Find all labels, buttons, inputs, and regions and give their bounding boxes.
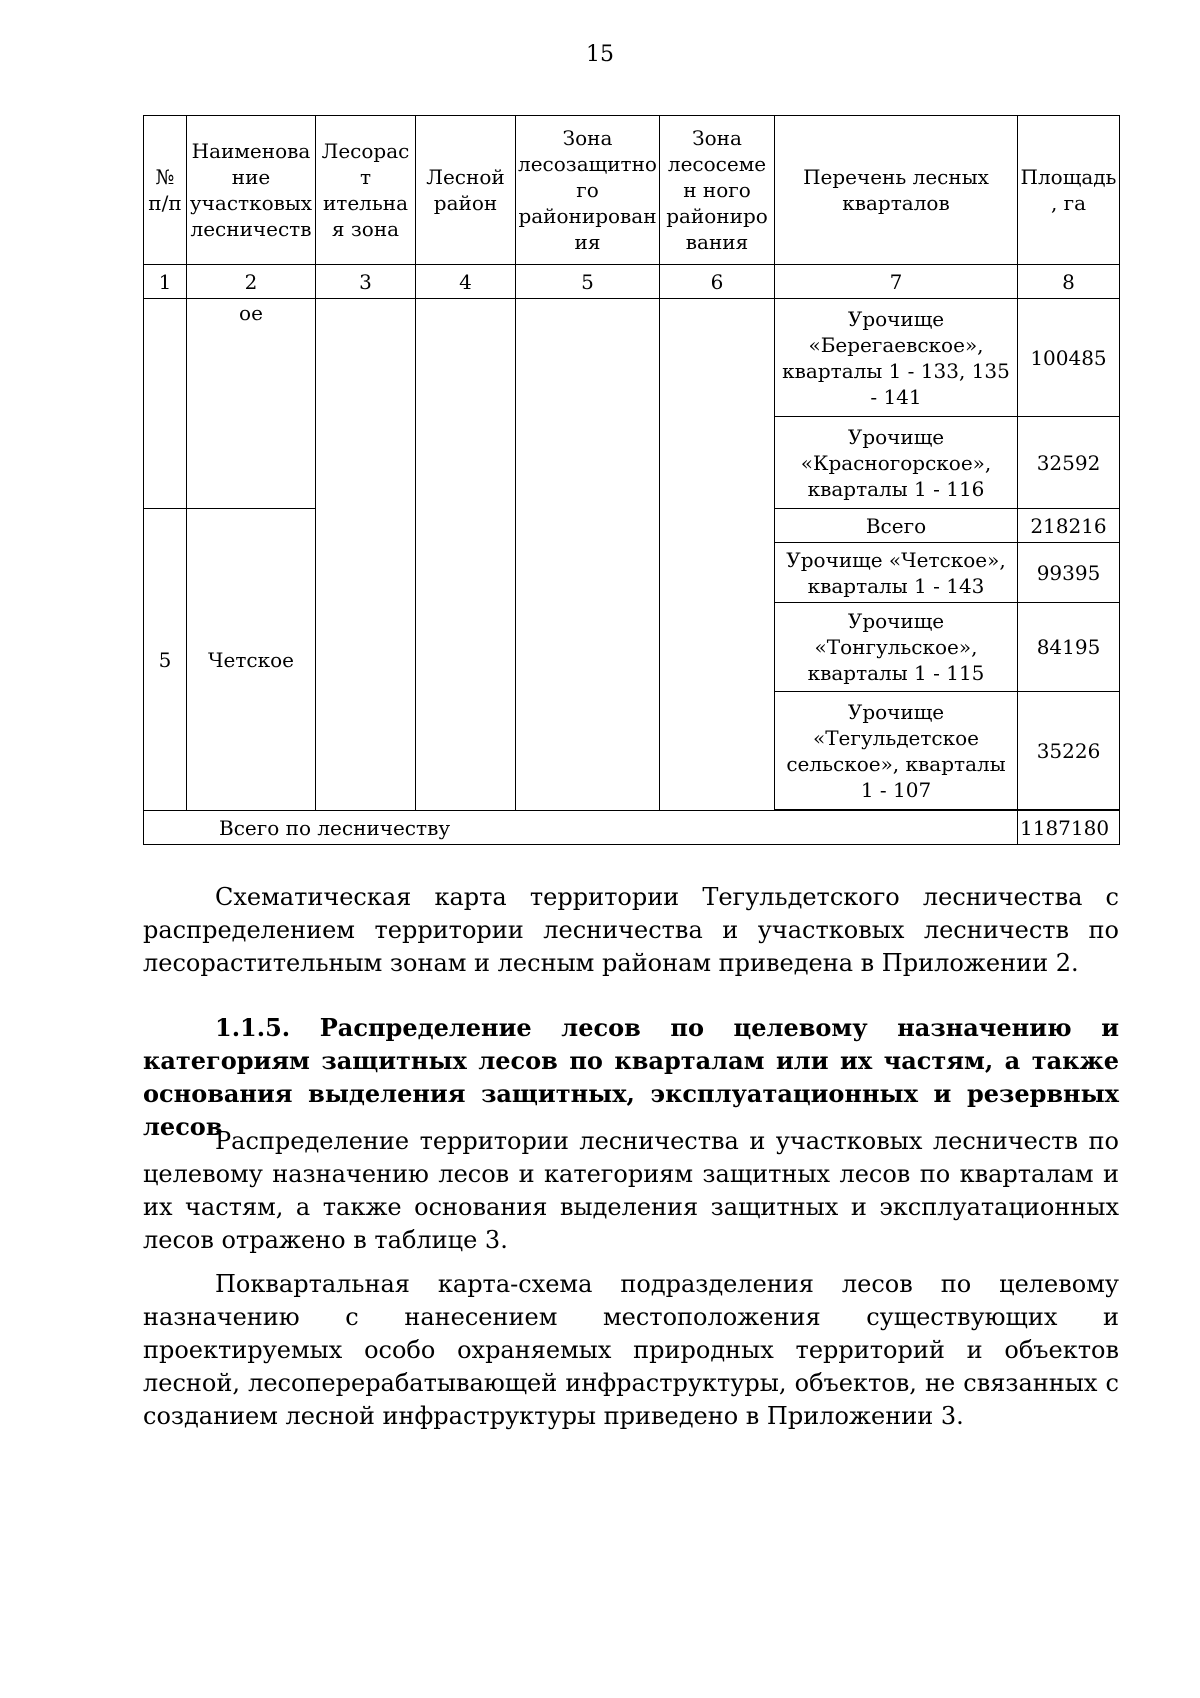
seed-zone-cell bbox=[660, 299, 775, 811]
column-number: 4 bbox=[416, 265, 516, 299]
forest-districts-table bbox=[143, 115, 1120, 845]
header-cell: Зона лесозащитно го районирован ия bbox=[516, 116, 660, 265]
map-scheme-paragraph bbox=[143, 1268, 1119, 1433]
distribution-paragraph bbox=[143, 1125, 1119, 1257]
paragraph-text: Схематическая карта территории Тегульдетского лесничества с распределением территории лесничества и участковых лесничеств по лесорастительным зонам и лесным районам приведена в Приложении 2. bbox=[143, 883, 1119, 977]
number-cell bbox=[144, 299, 187, 509]
column-number: 3 bbox=[316, 265, 416, 299]
header-cell: Наименова ние участковых лесничеств bbox=[187, 116, 316, 265]
header-cell: № п/п bbox=[144, 116, 187, 265]
header-cell: Площадь , га bbox=[1018, 116, 1120, 265]
quarters-cell: Урочище «Четское», кварталы 1 - 143 bbox=[775, 543, 1018, 603]
header-cell: Лесной район bbox=[416, 116, 516, 265]
column-number: 5 bbox=[516, 265, 660, 299]
area-cell: 99395 bbox=[1018, 543, 1120, 603]
number-cell: 5 bbox=[144, 509, 187, 811]
header-cell: Перечень лесных кварталов bbox=[775, 116, 1018, 265]
area-cell: 35226 bbox=[1018, 692, 1120, 810]
section-heading bbox=[143, 1011, 1119, 1143]
area-cell: 32592 bbox=[1018, 417, 1120, 509]
heading-text: 1.1.5. Распределение лесов по целевому назначению и категориям защитных лесов по кварталам или их частям, а также основания выделения защитных, эксплуатационных и резервных лесов bbox=[143, 1013, 1119, 1141]
total-area: 1187180 bbox=[1018, 811, 1120, 845]
zone-cell bbox=[316, 299, 416, 811]
area-cell: 100485 bbox=[1018, 299, 1120, 417]
area-cell: 84195 bbox=[1018, 603, 1120, 692]
header-row bbox=[144, 116, 1120, 265]
region-cell bbox=[416, 299, 516, 811]
protection-zone-cell bbox=[516, 299, 660, 811]
page-number: 15 bbox=[586, 42, 614, 67]
quarters-cell: Всего bbox=[775, 509, 1018, 543]
column-number-row bbox=[144, 265, 1120, 299]
header-cell: Лесораст ительная зона bbox=[316, 116, 416, 265]
quarters-cell: Урочище «Красногорское», кварталы 1 - 116 bbox=[775, 417, 1018, 509]
quarters-cell: Урочище «Тонгульское», кварталы 1 - 115 bbox=[775, 603, 1018, 692]
district-name-cont: ое bbox=[187, 299, 316, 509]
column-number: 8 bbox=[1018, 265, 1120, 299]
column-number: 2 bbox=[187, 265, 316, 299]
district-name: Четское bbox=[187, 509, 316, 811]
paragraph-text: Распределение территории лесничества и участковых лесничеств по целевому назначению лесов и категориям защитных лесов по кварталам и их частям, а также основания выделения защитных и эксплуатационных лесов отражено в таблице 3. bbox=[143, 1127, 1119, 1254]
paragraph-text: Поквартальная карта-схема подразделения лесов по целевому назначению с нанесением местоположения существующих и проектируемых особо охраняемых природных территорий и объектов лесной, лесоперерабатывающей инфраструктуры, объектов, не связанных с созданием лесной инфраструктуры приведено в Приложении 3. bbox=[143, 1270, 1119, 1430]
column-number: 1 bbox=[144, 265, 187, 299]
column-number: 7 bbox=[775, 265, 1018, 299]
area-cell: 218216 bbox=[1018, 509, 1120, 543]
column-number: 6 bbox=[660, 265, 775, 299]
quarters-cell: Урочище «Тегульдетское сельское», кварталы 1 - 107 bbox=[775, 692, 1018, 810]
header-cell: Зона лесосемен ного райониро вания bbox=[660, 116, 775, 265]
total-row bbox=[144, 811, 1120, 845]
total-label: Всего по лесничеству bbox=[144, 811, 1018, 845]
map-reference-paragraph bbox=[143, 881, 1119, 980]
quarters-cell: Урочище «Берегаевское», кварталы 1 - 133, 135 - 141 bbox=[775, 299, 1018, 417]
table-row bbox=[144, 299, 1120, 417]
